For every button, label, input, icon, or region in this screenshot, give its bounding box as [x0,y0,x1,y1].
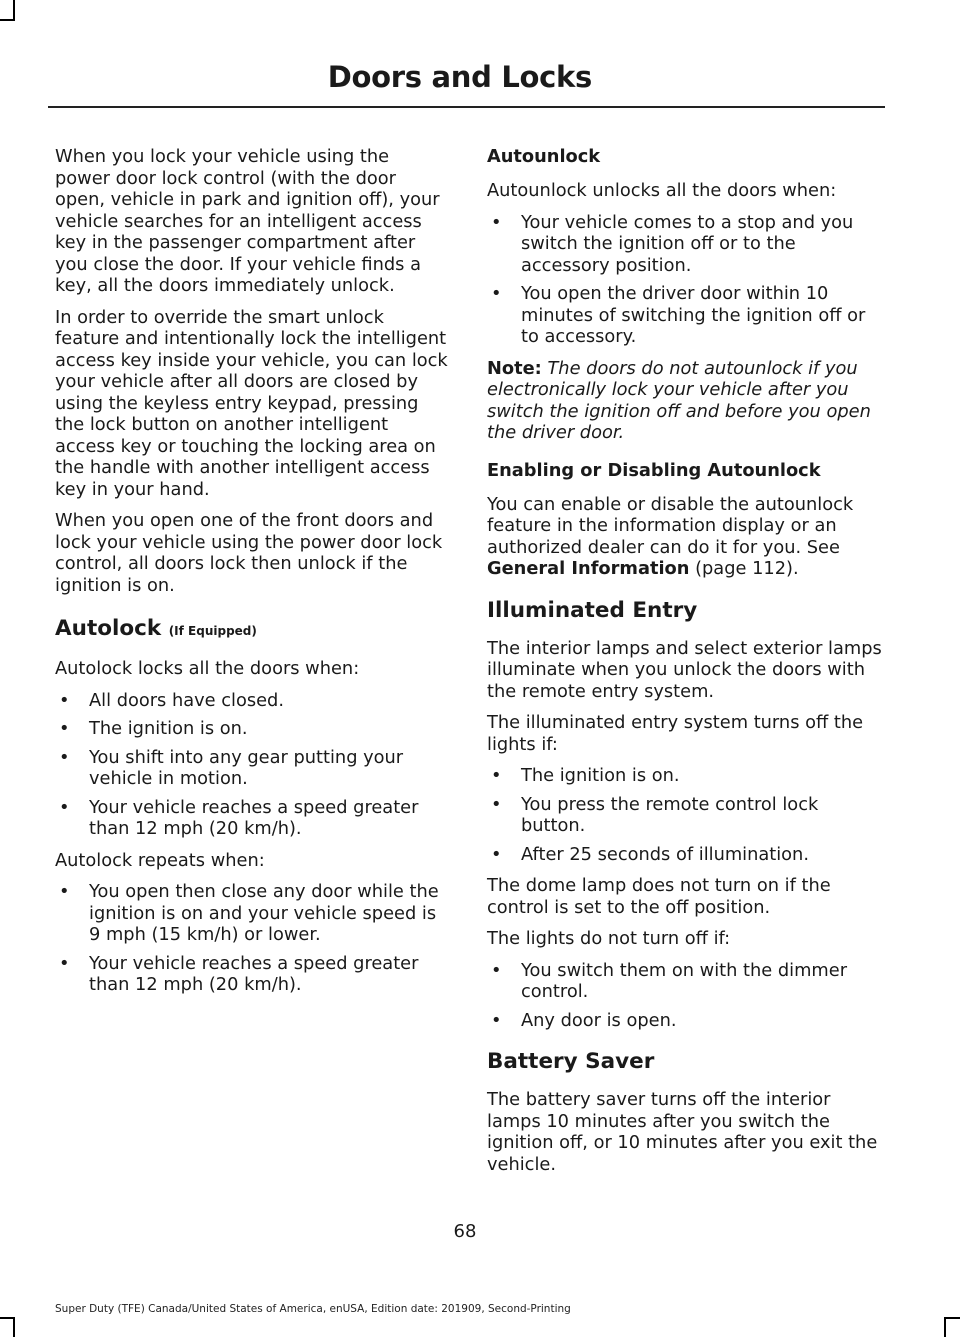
illuminated-entry-off-list [487,765,882,865]
heading-autolock-text: Autolock [55,616,162,641]
heading-autolock-qualifier: (If Equipped) [168,624,257,638]
list-item: • After 25 seconds of illumination. [487,844,882,866]
autolock-repeats-intro: Autolock repeats when: [55,849,265,871]
autounlock-note [487,358,882,444]
page-number: 68 [453,1221,477,1242]
illuminated-entry-p4: The lights do not turn off if: [487,928,731,949]
list-item: • You open the driver door within 10 minutes of switching the ignition off or to accessory. [487,283,882,348]
list-item: • You open then close any door while the ignition is on and your vehicle speed is 9 mph (15 km/h) or lower. [55,881,448,946]
heading-illuminated-entry: Illuminated Entry [487,597,698,623]
left-column [55,146,448,1006]
crop-mark-bottom-left-horizontal [0,1317,15,1319]
crop-mark-top-left-horizontal [0,19,15,21]
right-column [487,146,882,1185]
list-item: • Your vehicle reaches a speed greater than 12 mph (20 km/h). [55,953,448,996]
paragraph-front-door-lock: When you open one of the front doors and lock your vehicle using the power door lock control, all doors lock then unlock if the ignition is on. [55,510,443,596]
footer-edition-info: Super Duty (TFE) Canada/United States of America, enUSA, Edition date: 201909, Second-Printing [55,1303,571,1315]
illuminated-entry-p2: The illuminated entry system turns off the lights if: [487,712,864,755]
autounlock-intro: Autounlock unlocks all the doors when: [487,180,837,201]
paragraph-override-smart-unlock: In order to override the smart unlock feature and intentionally lock the intelligent access key inside your vehicle, you can lock your vehicle after all doors are closed by using the keyless entry keypad, pressing the lock button on another intelligent access key or touching the locking area on the handle with another intelligent access key in your hand. [55,306,448,500]
list-item: • All doors have closed. [55,690,448,712]
illuminated-entry-p3: The dome lamp does not turn on if the control is set to the off position. [487,875,831,918]
paragraph-smart-unlock: When you lock your vehicle using the power door lock control (with the door open, vehicle in park and ignition off), your vehicle searches for an intelligent access key in the passenger compartment after you close the door. If your vehicle finds a key, all the doors immediately unlock. [55,146,440,296]
list-item: • The ignition is on. [55,718,448,740]
heading-autounlock: Autounlock [487,146,601,167]
note-label: Note: [487,357,542,379]
enable-text: You can enable or disable the autounlock feature in the information display or an authorized dealer can do it for you. See [487,493,854,558]
heading-autolock [55,616,448,644]
autolock-list [55,690,448,840]
list-item: • Any door is open. [487,1010,882,1032]
page-header-title: Doors and Locks [327,60,592,94]
illuminated-entry-on-list [487,960,882,1032]
general-information-link[interactable]: General Information [487,558,690,579]
heading-battery-saver: Battery Saver [487,1049,655,1074]
list-item: • You switch them on with the dimmer control. [487,960,882,1003]
crop-mark-bottom-right-horizontal [944,1317,960,1319]
note-text: The doors do not autounlock if you electronically lock your vehicle after you switch the ignition off and before you open the driver door. [487,357,871,443]
list-item: • You press the remote control lock button. [487,794,882,837]
list-item: • You shift into any gear putting your vehicle in motion. [55,747,448,790]
list-item: • The ignition is on. [487,765,882,787]
crop-mark-bottom-right [944,1317,946,1337]
battery-saver-text: The battery saver turns off the interior lamps 10 minutes after you switch the ignition off, or 10 minutes after you exit the vehicle. [487,1089,878,1175]
autolock-intro: Autolock locks all the doors when: [55,658,360,679]
list-item: • Your vehicle reaches a speed greater than 12 mph (20 km/h). [55,797,448,840]
crop-mark-bottom-left [13,1317,15,1337]
enable-autounlock-text [487,494,882,580]
page-reference: (page 112). [695,558,799,579]
heading-enable-autounlock: Enabling or Disabling Autounlock [487,459,821,481]
list-item: • Your vehicle comes to a stop and you switch the ignition off or to the accessory position. [487,212,882,277]
header-divider [48,106,885,108]
autolock-repeats-list [55,881,448,996]
crop-mark-top-left [13,0,15,20]
autounlock-list [487,212,882,348]
illuminated-entry-p1: The interior lamps and select exterior lamps illuminate when you unlock the doors with the remote entry system. [487,637,882,702]
